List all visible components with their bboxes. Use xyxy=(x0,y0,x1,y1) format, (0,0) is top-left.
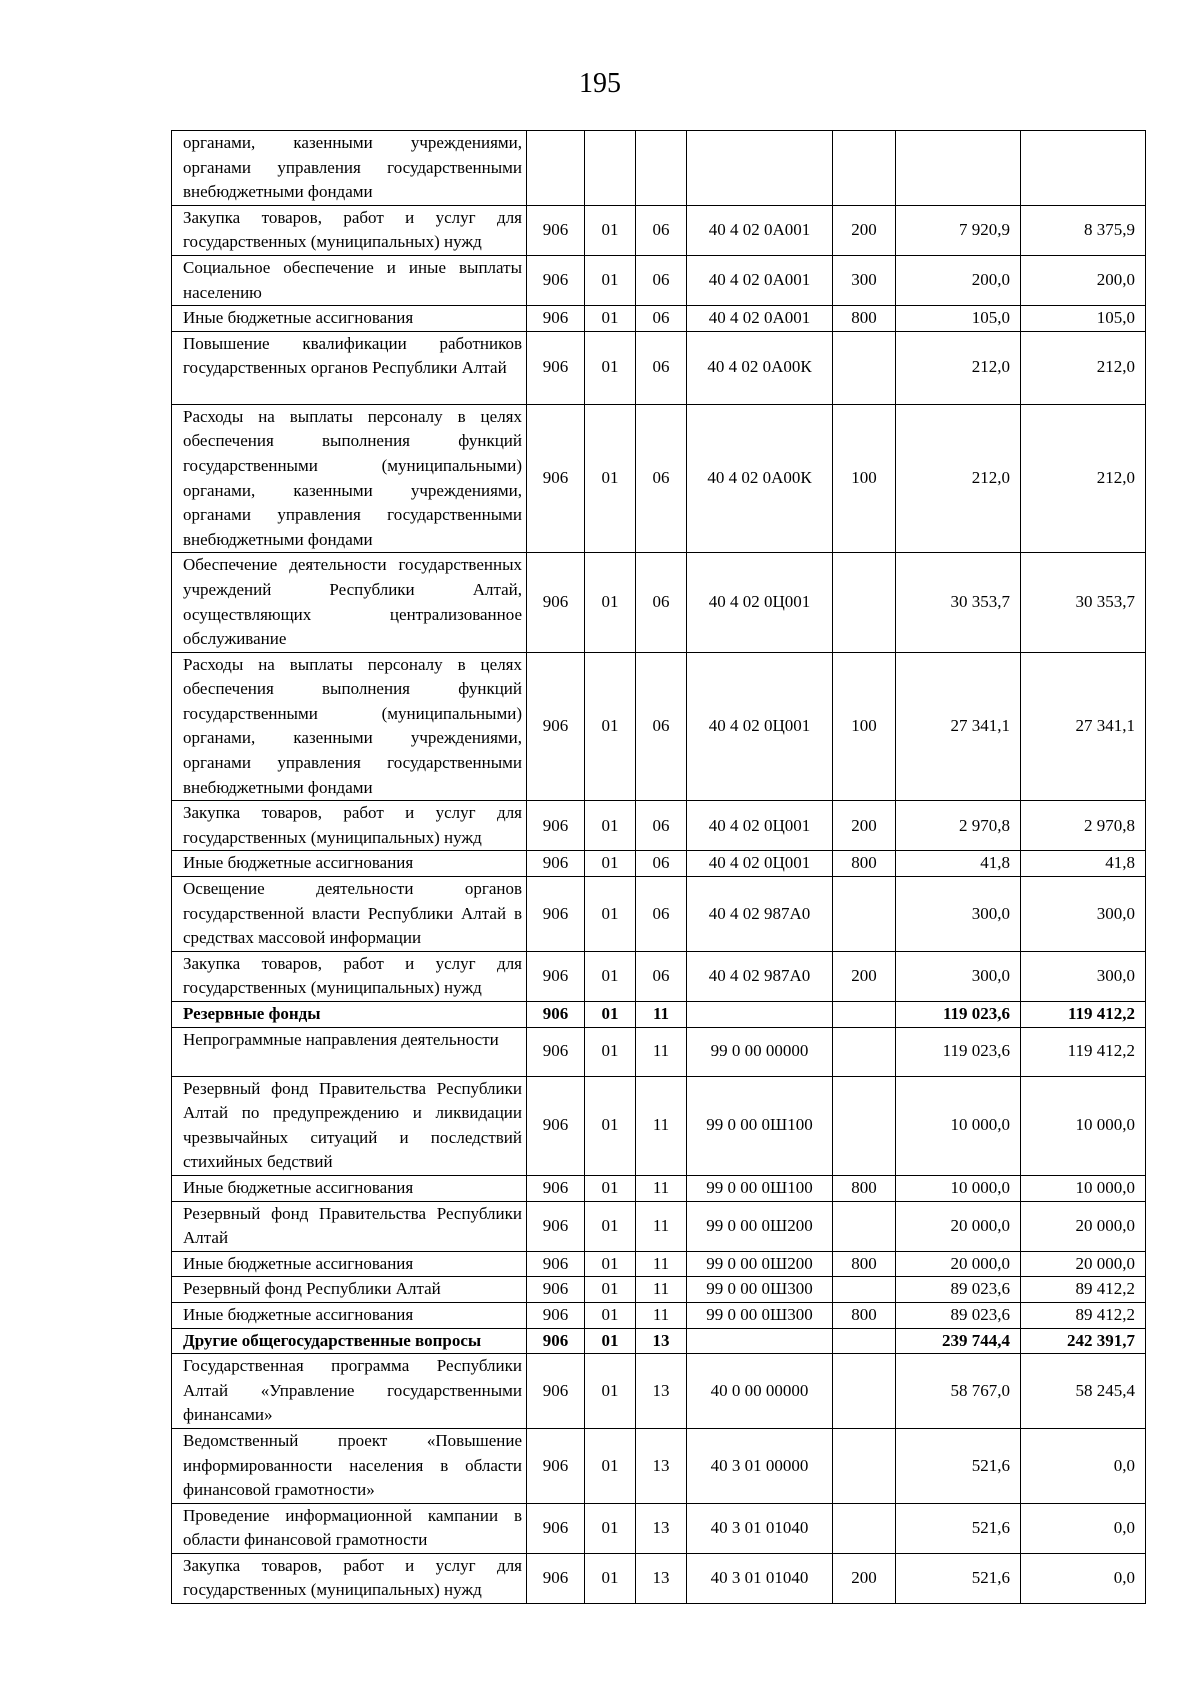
target-article-cell: 40 4 02 987А0 xyxy=(687,951,833,1001)
page-number: 195 xyxy=(579,68,621,99)
target-article-cell xyxy=(687,1002,833,1028)
expense-name-cell: Государственная программа Республики Алтай «Управление государственными финансами» xyxy=(172,1354,527,1429)
target-article-cell: 99 0 00 0Ш300 xyxy=(687,1277,833,1303)
table-row xyxy=(172,1553,1146,1603)
amount-year1-cell xyxy=(896,131,1021,206)
amount-year2-cell: 8 375,9 xyxy=(1021,205,1146,255)
amount-year1-cell: 119 023,6 xyxy=(896,1027,1021,1076)
target-article-cell: 40 3 01 01040 xyxy=(687,1503,833,1553)
department-code-cell: 906 xyxy=(527,851,585,877)
table-row xyxy=(172,1277,1146,1303)
section-code-cell: 01 xyxy=(585,851,636,877)
table-row xyxy=(172,1175,1146,1201)
expense-type-cell: 200 xyxy=(833,801,896,851)
amount-year2-cell: 212,0 xyxy=(1021,404,1146,553)
target-article-cell: 99 0 00 0Ш100 xyxy=(687,1076,833,1175)
table-row xyxy=(172,1027,1146,1076)
amount-year1-cell: 58 767,0 xyxy=(896,1354,1021,1429)
table-row xyxy=(172,851,1146,877)
amount-year1-cell: 41,8 xyxy=(896,851,1021,877)
amount-year2-cell: 89 412,2 xyxy=(1021,1277,1146,1303)
subsection-code-cell: 06 xyxy=(636,205,687,255)
target-article-cell: 40 4 02 987А0 xyxy=(687,877,833,952)
subsection-code-cell: 13 xyxy=(636,1328,687,1354)
subsection-code-cell: 11 xyxy=(636,1277,687,1303)
department-code-cell: 906 xyxy=(527,877,585,952)
department-code-cell: 906 xyxy=(527,1503,585,1553)
target-article-cell: 40 4 02 0А00К xyxy=(687,331,833,404)
section-code-cell: 01 xyxy=(585,1428,636,1503)
expense-name-cell: Закупка товаров, работ и услуг для государственных (муниципальных) нужд xyxy=(172,951,527,1001)
amount-year1-cell: 10 000,0 xyxy=(896,1175,1021,1201)
amount-year1-cell: 300,0 xyxy=(896,951,1021,1001)
expense-type-cell xyxy=(833,553,896,652)
subsection-code-cell: 06 xyxy=(636,331,687,404)
amount-year2-cell: 20 000,0 xyxy=(1021,1251,1146,1277)
amount-year1-cell: 300,0 xyxy=(896,877,1021,952)
target-article-cell: 40 4 02 0Ц001 xyxy=(687,553,833,652)
subsection-code-cell: 13 xyxy=(636,1428,687,1503)
amount-year2-cell: 300,0 xyxy=(1021,951,1146,1001)
department-code-cell: 906 xyxy=(527,1328,585,1354)
table-row xyxy=(172,951,1146,1001)
subsection-code-cell xyxy=(636,131,687,206)
target-article-cell: 99 0 00 0Ш200 xyxy=(687,1251,833,1277)
table-row xyxy=(172,553,1146,652)
department-code-cell: 906 xyxy=(527,1175,585,1201)
table-row xyxy=(172,1503,1146,1553)
amount-year2-cell: 119 412,2 xyxy=(1021,1002,1146,1028)
expense-name-cell: Иные бюджетные ассигнования xyxy=(172,1302,527,1328)
subsection-code-cell: 06 xyxy=(636,553,687,652)
expense-type-cell xyxy=(833,1027,896,1076)
subsection-code-cell: 06 xyxy=(636,652,687,801)
section-code-cell: 01 xyxy=(585,331,636,404)
amount-year2-cell: 2 970,8 xyxy=(1021,801,1146,851)
subsection-code-cell: 11 xyxy=(636,1027,687,1076)
expense-name-cell: Иные бюджетные ассигнования xyxy=(172,1175,527,1201)
table-row xyxy=(172,652,1146,801)
amount-year1-cell: 521,6 xyxy=(896,1503,1021,1553)
expense-name-cell: Закупка товаров, работ и услуг для государственных (муниципальных) нужд xyxy=(172,205,527,255)
section-code-cell: 01 xyxy=(585,652,636,801)
subsection-code-cell: 06 xyxy=(636,951,687,1001)
expense-type-cell: 200 xyxy=(833,1553,896,1603)
amount-year1-cell: 89 023,6 xyxy=(896,1302,1021,1328)
table-row xyxy=(172,1251,1146,1277)
expense-type-cell: 100 xyxy=(833,404,896,553)
table-row xyxy=(172,1302,1146,1328)
table-row xyxy=(172,404,1146,553)
department-code-cell: 906 xyxy=(527,1076,585,1175)
section-code-cell: 01 xyxy=(585,1076,636,1175)
amount-year1-cell: 212,0 xyxy=(896,404,1021,553)
target-article-cell: 99 0 00 0Ш100 xyxy=(687,1175,833,1201)
target-article-cell: 40 4 02 0Ц001 xyxy=(687,851,833,877)
department-code-cell: 906 xyxy=(527,801,585,851)
amount-year2-cell: 27 341,1 xyxy=(1021,652,1146,801)
amount-year1-cell: 27 341,1 xyxy=(896,652,1021,801)
expense-name-cell: Резервный фонд Правительства Республики Алтай по предупреждению и ликвидации чрезвычайных ситуаций и последствий стихийных бедствий xyxy=(172,1076,527,1175)
section-code-cell: 01 xyxy=(585,255,636,305)
section-code-cell xyxy=(585,131,636,206)
department-code-cell: 906 xyxy=(527,1201,585,1251)
table-row xyxy=(172,255,1146,305)
expense-name-cell: Повышение квалификации работников государственных органов Республики Алтай xyxy=(172,331,527,404)
expense-type-cell: 800 xyxy=(833,1251,896,1277)
amount-year1-cell: 10 000,0 xyxy=(896,1076,1021,1175)
department-code-cell: 906 xyxy=(527,1002,585,1028)
target-article-cell: 99 0 00 00000 xyxy=(687,1027,833,1076)
section-code-cell: 01 xyxy=(585,877,636,952)
department-code-cell: 906 xyxy=(527,1251,585,1277)
table-row xyxy=(172,1428,1146,1503)
budget-table xyxy=(171,130,1146,1604)
table-row xyxy=(172,1354,1146,1429)
section-code-cell: 01 xyxy=(585,1302,636,1328)
amount-year1-cell: 20 000,0 xyxy=(896,1201,1021,1251)
amount-year1-cell: 105,0 xyxy=(896,306,1021,332)
expense-name-cell: Иные бюджетные ассигнования xyxy=(172,1251,527,1277)
expense-name-cell: Непрограммные направления деятельности xyxy=(172,1027,527,1076)
expense-name-cell: Закупка товаров, работ и услуг для государственных (муниципальных) нужд xyxy=(172,1553,527,1603)
expense-name-cell: Иные бюджетные ассигнования xyxy=(172,851,527,877)
subsection-code-cell: 06 xyxy=(636,877,687,952)
table-row xyxy=(172,306,1146,332)
amount-year2-cell: 212,0 xyxy=(1021,331,1146,404)
expense-name-cell: Расходы на выплаты персоналу в целях обеспечения выполнения функций государственными (муниципальными) органами, казенными учреждениями, органами управления государственными внебюджетными фондами xyxy=(172,652,527,801)
expense-name-cell: Резервный фонд Республики Алтай xyxy=(172,1277,527,1303)
subsection-code-cell: 13 xyxy=(636,1354,687,1429)
amount-year1-cell: 7 920,9 xyxy=(896,205,1021,255)
expense-type-cell: 800 xyxy=(833,306,896,332)
expense-type-cell xyxy=(833,331,896,404)
amount-year2-cell: 10 000,0 xyxy=(1021,1076,1146,1175)
amount-year2-cell: 119 412,2 xyxy=(1021,1027,1146,1076)
subsection-code-cell: 13 xyxy=(636,1553,687,1603)
target-article-cell: 40 4 02 0А001 xyxy=(687,205,833,255)
target-article-cell: 40 3 01 00000 xyxy=(687,1428,833,1503)
department-code-cell: 906 xyxy=(527,331,585,404)
amount-year2-cell: 105,0 xyxy=(1021,306,1146,332)
expense-type-cell xyxy=(833,877,896,952)
target-article-cell: 40 4 02 0Ц001 xyxy=(687,801,833,851)
expense-type-cell: 200 xyxy=(833,205,896,255)
expense-type-cell xyxy=(833,1076,896,1175)
section-code-cell: 01 xyxy=(585,1553,636,1603)
table-row xyxy=(172,1201,1146,1251)
target-article-cell: 40 3 01 01040 xyxy=(687,1553,833,1603)
subsection-code-cell: 11 xyxy=(636,1302,687,1328)
subsection-code-cell: 11 xyxy=(636,1175,687,1201)
department-code-cell: 906 xyxy=(527,255,585,305)
table-row xyxy=(172,1076,1146,1175)
section-code-cell: 01 xyxy=(585,951,636,1001)
section-code-cell: 01 xyxy=(585,1251,636,1277)
department-code-cell: 906 xyxy=(527,205,585,255)
amount-year2-cell: 30 353,7 xyxy=(1021,553,1146,652)
expense-name-cell: Проведение информационной кампании в области финансовой грамотности xyxy=(172,1503,527,1553)
target-article-cell: 40 4 02 0А001 xyxy=(687,306,833,332)
amount-year2-cell: 41,8 xyxy=(1021,851,1146,877)
department-code-cell: 906 xyxy=(527,1027,585,1076)
section-code-cell: 01 xyxy=(585,1027,636,1076)
expense-name-cell: Расходы на выплаты персоналу в целях обеспечения выполнения функций государственными (муниципальными) органами, казенными учреждениями, органами управления государственными внебюджетными фондами xyxy=(172,404,527,553)
target-article-cell: 40 4 02 0А00К xyxy=(687,404,833,553)
amount-year1-cell: 212,0 xyxy=(896,331,1021,404)
target-article-cell: 99 0 00 0Ш300 xyxy=(687,1302,833,1328)
department-code-cell: 906 xyxy=(527,1553,585,1603)
department-code-cell xyxy=(527,131,585,206)
amount-year1-cell: 20 000,0 xyxy=(896,1251,1021,1277)
department-code-cell: 906 xyxy=(527,553,585,652)
amount-year2-cell: 200,0 xyxy=(1021,255,1146,305)
subsection-code-cell: 11 xyxy=(636,1201,687,1251)
expense-type-cell xyxy=(833,1201,896,1251)
expense-type-cell: 200 xyxy=(833,951,896,1001)
amount-year2-cell: 10 000,0 xyxy=(1021,1175,1146,1201)
expense-type-cell xyxy=(833,1277,896,1303)
expense-name-cell: Ведомственный проект «Повышение информированности населения в области финансовой грамотности» xyxy=(172,1428,527,1503)
amount-year1-cell: 2 970,8 xyxy=(896,801,1021,851)
expense-type-cell xyxy=(833,1328,896,1354)
department-code-cell: 906 xyxy=(527,306,585,332)
amount-year2-cell: 20 000,0 xyxy=(1021,1201,1146,1251)
amount-year1-cell: 239 744,4 xyxy=(896,1328,1021,1354)
expense-name-cell: Закупка товаров, работ и услуг для государственных (муниципальных) нужд xyxy=(172,801,527,851)
target-article-cell xyxy=(687,131,833,206)
expense-name-cell: Другие общегосударственные вопросы xyxy=(172,1328,527,1354)
amount-year2-cell: 300,0 xyxy=(1021,877,1146,952)
expense-type-cell: 300 xyxy=(833,255,896,305)
amount-year2-cell: 0,0 xyxy=(1021,1553,1146,1603)
section-code-cell: 01 xyxy=(585,404,636,553)
amount-year1-cell: 119 023,6 xyxy=(896,1002,1021,1028)
section-code-cell: 01 xyxy=(585,1002,636,1028)
amount-year2-cell: 58 245,4 xyxy=(1021,1354,1146,1429)
expense-type-cell xyxy=(833,1428,896,1503)
section-code-cell: 01 xyxy=(585,1354,636,1429)
amount-year1-cell: 521,6 xyxy=(896,1553,1021,1603)
target-article-cell: 40 4 02 0Ц001 xyxy=(687,652,833,801)
section-code-cell: 01 xyxy=(585,1503,636,1553)
section-code-cell: 01 xyxy=(585,1328,636,1354)
expense-name-cell: Обеспечение деятельности государственных учреждений Республики Алтай, осуществляющих централизованное обслуживание xyxy=(172,553,527,652)
amount-year1-cell: 521,6 xyxy=(896,1428,1021,1503)
expense-type-cell xyxy=(833,1354,896,1429)
department-code-cell: 906 xyxy=(527,1354,585,1429)
subsection-code-cell: 11 xyxy=(636,1251,687,1277)
expense-type-cell: 800 xyxy=(833,851,896,877)
expense-type-cell: 800 xyxy=(833,1175,896,1201)
expense-name-cell: Иные бюджетные ассигнования xyxy=(172,306,527,332)
subsection-code-cell: 06 xyxy=(636,851,687,877)
section-code-cell: 01 xyxy=(585,205,636,255)
subsection-code-cell: 06 xyxy=(636,255,687,305)
target-article-cell xyxy=(687,1328,833,1354)
expense-type-cell: 800 xyxy=(833,1302,896,1328)
table-row xyxy=(172,1002,1146,1028)
expense-name-cell: Резервный фонд Правительства Республики Алтай xyxy=(172,1201,527,1251)
table-row xyxy=(172,1328,1146,1354)
section-code-cell: 01 xyxy=(585,1277,636,1303)
amount-year2-cell: 0,0 xyxy=(1021,1428,1146,1503)
table-row xyxy=(172,205,1146,255)
table-row xyxy=(172,131,1146,206)
section-code-cell: 01 xyxy=(585,1175,636,1201)
expense-type-cell xyxy=(833,131,896,206)
amount-year2-cell: 0,0 xyxy=(1021,1503,1146,1553)
table-row xyxy=(172,331,1146,404)
section-code-cell: 01 xyxy=(585,801,636,851)
amount-year2-cell: 242 391,7 xyxy=(1021,1328,1146,1354)
department-code-cell: 906 xyxy=(527,652,585,801)
section-code-cell: 01 xyxy=(585,306,636,332)
section-code-cell: 01 xyxy=(585,553,636,652)
expense-name-cell: Резервные фонды xyxy=(172,1002,527,1028)
table-body xyxy=(172,131,1146,1604)
subsection-code-cell: 06 xyxy=(636,306,687,332)
target-article-cell: 99 0 00 0Ш200 xyxy=(687,1201,833,1251)
section-code-cell: 01 xyxy=(585,1201,636,1251)
expense-name-cell: Освещение деятельности органов государственной власти Республики Алтай в средствах массовой информации xyxy=(172,877,527,952)
subsection-code-cell: 06 xyxy=(636,801,687,851)
subsection-code-cell: 06 xyxy=(636,404,687,553)
department-code-cell: 906 xyxy=(527,404,585,553)
subsection-code-cell: 13 xyxy=(636,1503,687,1553)
amount-year2-cell xyxy=(1021,131,1146,206)
expense-type-cell xyxy=(833,1002,896,1028)
target-article-cell: 40 4 02 0А001 xyxy=(687,255,833,305)
amount-year1-cell: 30 353,7 xyxy=(896,553,1021,652)
expense-type-cell: 100 xyxy=(833,652,896,801)
expense-type-cell xyxy=(833,1503,896,1553)
department-code-cell: 906 xyxy=(527,1277,585,1303)
amount-year2-cell: 89 412,2 xyxy=(1021,1302,1146,1328)
table-row xyxy=(172,877,1146,952)
target-article-cell: 40 0 00 00000 xyxy=(687,1354,833,1429)
expense-name-cell: Социальное обеспечение и иные выплаты населению xyxy=(172,255,527,305)
subsection-code-cell: 11 xyxy=(636,1002,687,1028)
amount-year1-cell: 89 023,6 xyxy=(896,1277,1021,1303)
subsection-code-cell: 11 xyxy=(636,1076,687,1175)
department-code-cell: 906 xyxy=(527,1428,585,1503)
department-code-cell: 906 xyxy=(527,1302,585,1328)
amount-year1-cell: 200,0 xyxy=(896,255,1021,305)
department-code-cell: 906 xyxy=(527,951,585,1001)
table-row xyxy=(172,801,1146,851)
expense-name-cell: органами, казенными учреждениями, органами управления государственными внебюджетными фондами xyxy=(172,131,527,206)
